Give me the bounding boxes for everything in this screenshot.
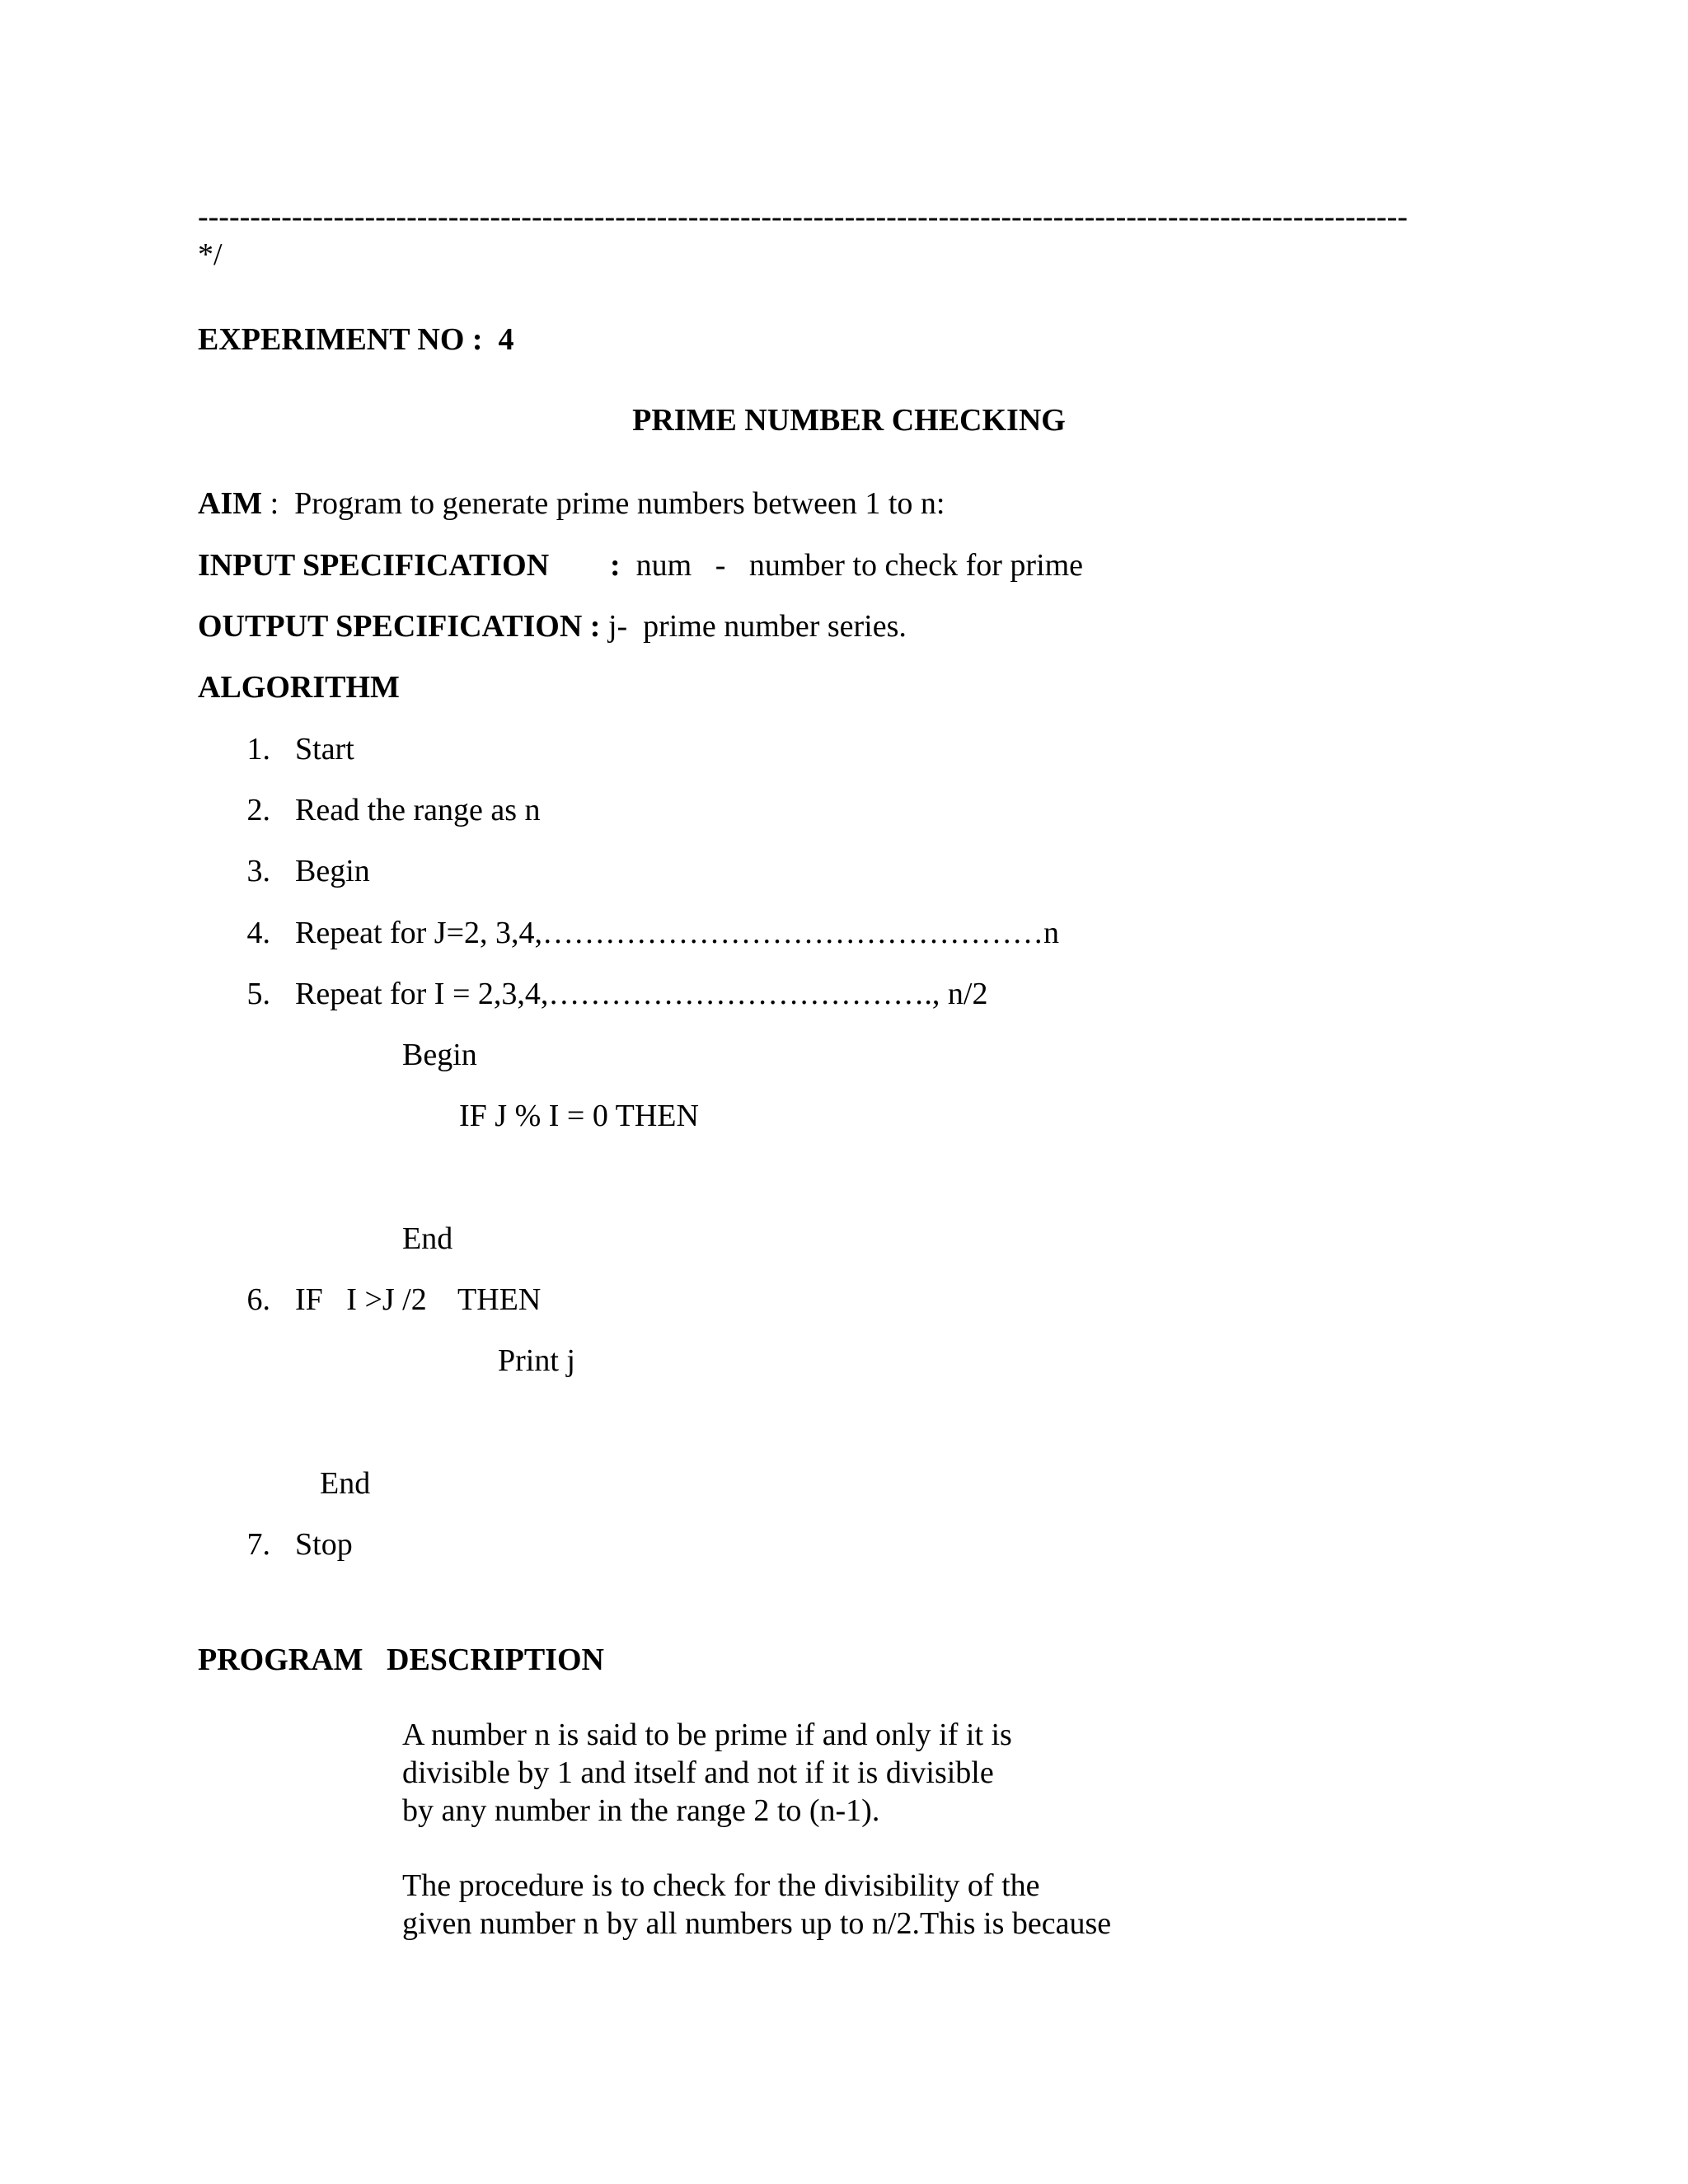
step-text: Stop <box>295 1527 353 1562</box>
aim-line <box>198 488 945 519</box>
description-line: A number n is said to be prime if and only if it is <box>402 1718 1012 1752</box>
input-spec-colon: : <box>610 548 621 583</box>
step-text: IF I >J /2 THEN <box>295 1282 542 1317</box>
description-paragraph <box>402 1867 1111 1943</box>
description-line: given number n by all numbers up to n/2.This is because <box>402 1906 1112 1941</box>
step-number: 3. <box>246 854 270 888</box>
step-text: Repeat for I = 2,3,4,………………………………., n/2 <box>295 977 988 1011</box>
step-text: Start <box>295 732 354 766</box>
output-spec-label: OUTPUT SPECIFICATION : <box>198 609 601 644</box>
output-spec-line <box>198 611 907 642</box>
experiment-number: EXPERIMENT NO : 4 <box>198 322 514 357</box>
step-text: Repeat for J=2, 3,4,…………………………………………n <box>295 916 1060 950</box>
step-number: 7. <box>246 1527 270 1562</box>
input-spec-text: num - number to check for prime <box>620 548 1084 583</box>
page-title: PRIME NUMBER CHECKING <box>632 403 1066 438</box>
step-number: 2. <box>246 793 270 827</box>
description-line: divisible by 1 and itself and not if it is divisible <box>402 1755 994 1790</box>
output-spec-text: j- prime number series. <box>600 609 907 644</box>
input-spec-label: INPUT SPECIFICATION <box>198 548 550 583</box>
if-line: IF J % I = 0 THEN <box>459 1099 699 1133</box>
step-number: 1. <box>246 732 270 766</box>
input-spec-line <box>610 550 1083 581</box>
step-number: 5. <box>246 977 270 1011</box>
print-line: Print j <box>498 1343 575 1378</box>
end-line: End <box>320 1466 371 1501</box>
description-line: The procedure is to check for the divisibility of the <box>402 1868 1040 1903</box>
description-paragraph <box>402 1716 1012 1830</box>
begin-line: Begin <box>402 1038 477 1072</box>
description-line: by any number in the range 2 to (n-1). <box>402 1793 880 1828</box>
step-number: 6. <box>246 1282 270 1317</box>
step-number: 4. <box>246 916 270 950</box>
program-description-heading: PROGRAM DESCRIPTION <box>198 1643 604 1677</box>
aim-text: : Program to generate prime numbers between 1 to n: <box>262 486 945 521</box>
aim-label: AIM <box>198 486 263 521</box>
step-text: Begin <box>295 854 370 888</box>
end-line: End <box>402 1221 453 1256</box>
step-text: Read the range as n <box>295 793 541 827</box>
algorithm-heading: ALGORITHM <box>198 670 400 705</box>
comment-close: */ <box>198 237 223 272</box>
separator-line: -------------------------------------------------------------------------------------------------------------------- <box>198 201 1408 232</box>
